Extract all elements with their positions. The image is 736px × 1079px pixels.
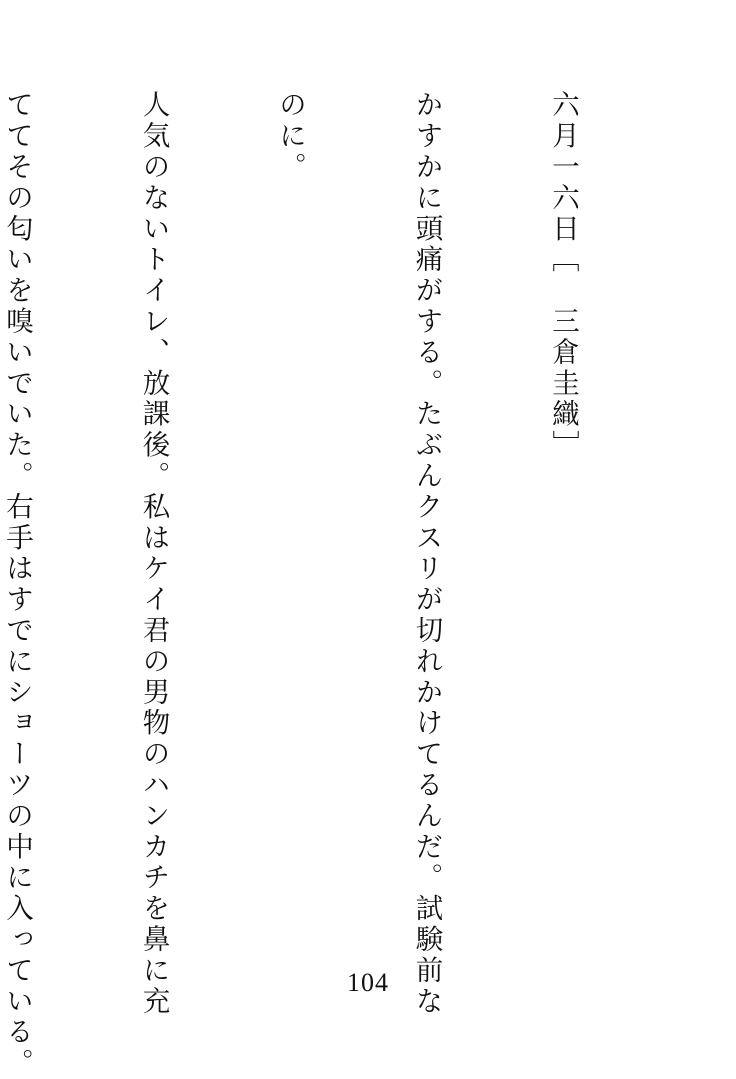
chapter-heading: 六月一六日［ 三倉圭織］ [547, 90, 579, 461]
text-line: 人気のないトイレ、放課後。私はケイ君の男物のハンカチを鼻に充 [137, 90, 170, 1017]
text-line: のに。 [274, 90, 306, 183]
page-number: 104 [347, 968, 389, 997]
text-line: ててその匂いを嗅いでいた。右手はすでにショーツの中に入っている。 [1, 90, 33, 1079]
text-line: かすかに頭痛がする。たぶんクスリが切れかけてるんだ。試験前な [410, 90, 443, 1017]
